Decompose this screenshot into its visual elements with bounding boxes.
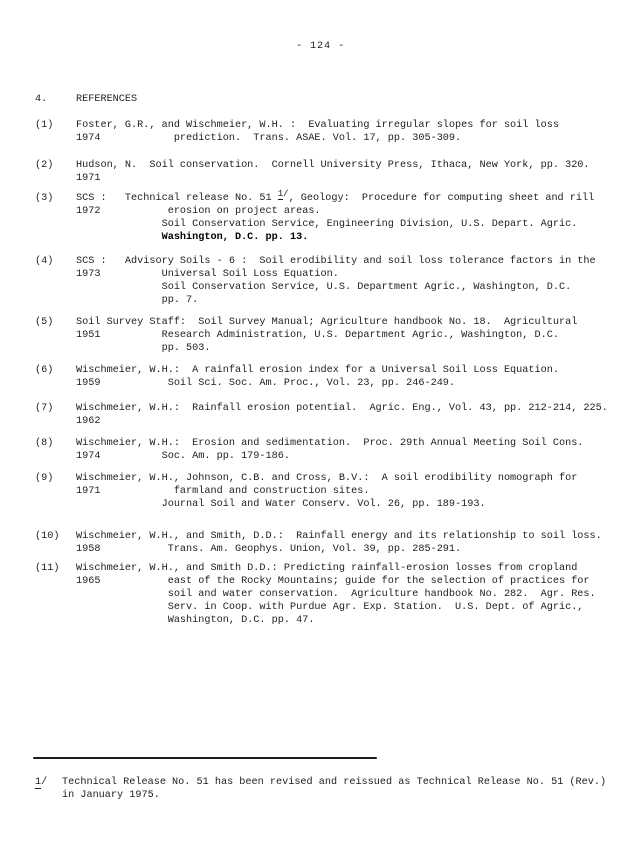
reference-line-bold: Washington, D.C. pp. 13. — [76, 232, 309, 243]
reference-item — [35, 316, 577, 355]
footnote-reference-superscript: 1/ — [277, 189, 289, 199]
reference-text: , Geology: Procedure for computing sheet and rill — [288, 193, 595, 204]
reference-line: 1972 erosion on project areas. — [76, 206, 321, 217]
reference-line: Foster, G.R., and Wischmeier, W.H. : Evaluating irregular slopes for soil loss — [76, 120, 559, 131]
reference-line: 1973 Universal Soil Loss Equation. — [76, 269, 339, 280]
reference-item — [35, 437, 583, 463]
reference-line: 1965 east of the Rocky Mountains; guide for the selection of practices for — [76, 576, 590, 587]
reference-line: 1971 — [76, 173, 101, 184]
reference-line: soil and water conservation. Agriculture handbook No. 282. Agr. Res. — [76, 589, 596, 600]
footnote — [35, 776, 606, 802]
reference-number: (5) — [35, 317, 54, 328]
section-heading — [35, 93, 137, 106]
reference-line: Washington, D.C. pp. 47. — [76, 615, 315, 626]
footnote-marker: 1/ — [35, 777, 48, 788]
reference-number: (9) — [35, 473, 54, 484]
reference-line: pp. 503. — [76, 343, 211, 354]
reference-number: (11) — [35, 563, 60, 574]
reference-line: Wischmeier, W.H.: A rainfall erosion index for a Universal Soil Loss Equation. — [76, 365, 559, 376]
reference-line: Wischmeier, W.H., and Smith D.D.: Predicting rainfall-erosion losses from cropland — [76, 563, 578, 574]
reference-line: pp. 7. — [76, 295, 199, 306]
reference-line: Journal Soil and Water Conserv. Vol. 26, pp. 189-193. — [76, 499, 486, 510]
reference-line — [76, 189, 595, 205]
reference-line: 1971 farmland and construction sites. — [76, 486, 370, 497]
reference-item — [35, 189, 595, 244]
reference-line: Wischmeier, W.H., Johnson, C.B. and Cross, B.V.: A soil erodibility nomograph for — [76, 473, 578, 484]
reference-line: Soil Conservation Service, Engineering Division, U.S. Depart. Agric. — [76, 219, 578, 230]
reference-line: Soil Conservation Service, U.S. Department Agric., Washington, D.C. — [76, 282, 572, 293]
reference-item — [35, 159, 590, 185]
reference-number: (4) — [35, 256, 54, 267]
reference-line: Soil Survey Staff: Soil Survey Manual; Agriculture handbook No. 18. Agricultural — [76, 317, 578, 328]
reference-item — [35, 255, 596, 307]
reference-line: 1959 Soil Sci. Soc. Am. Proc., Vol. 23, pp. 246-249. — [76, 378, 456, 389]
section-title: REFERENCES — [76, 94, 138, 105]
reference-number: (3) — [35, 193, 54, 204]
reference-line: Serv. in Coop. with Purdue Agr. Exp. Station. U.S. Dept. of Agric., — [76, 602, 584, 613]
reference-line: Wischmeier, W.H.: Erosion and sedimentation. Proc. 29th Annual Meeting Soil Cons. — [76, 438, 584, 449]
footnote-line: Technical Release No. 51 has been revised and reissued as Technical Release No. 51 (Rev.) — [62, 777, 607, 788]
reference-number: (2) — [35, 160, 54, 171]
reference-line: Wischmeier, W.H.: Rainfall erosion potential. Agric. Eng., Vol. 43, pp. 212-214, 225. — [76, 403, 608, 414]
reference-line: 1974 prediction. Trans. ASAE. Vol. 17, pp. 305-309. — [76, 133, 462, 144]
footnote-divider-rule — [33, 757, 377, 759]
reference-number: (1) — [35, 120, 54, 131]
footnote-line: in January 1975. — [62, 790, 160, 801]
reference-line: SCS : Advisory Soils - 6 : Soil erodibility and soil loss tolerance factors in the — [76, 256, 596, 267]
reference-line: Hudson, N. Soil conservation. Cornell University Press, Ithaca, New York, pp. 320. — [76, 160, 590, 171]
page-number: - 124 - — [296, 41, 346, 52]
reference-text: SCS : Technical release No. 51 — [76, 193, 278, 204]
reference-number: (7) — [35, 403, 54, 414]
reference-item — [35, 562, 596, 627]
section-number: 4. — [35, 94, 48, 105]
reference-item — [35, 530, 602, 556]
reference-line: Wischmeier, W.H., and Smith, D.D.: Rainfall energy and its relationship to soil loss. — [76, 531, 602, 542]
reference-item — [35, 119, 559, 145]
reference-line: 1974 Soc. Am. pp. 179-186. — [76, 451, 290, 462]
reference-item — [35, 364, 559, 390]
reference-number: (10) — [35, 531, 60, 542]
reference-line: 1951 Research Administration, U.S. Department Agric., Washington, D.C. — [76, 330, 559, 341]
reference-item — [35, 472, 577, 511]
reference-line: 1958 Trans. Am. Geophys. Union, Vol. 39, pp. 285-291. — [76, 544, 462, 555]
reference-number: (6) — [35, 365, 54, 376]
reference-number: (8) — [35, 438, 54, 449]
reference-line: 1962 — [76, 416, 101, 427]
reference-item — [35, 402, 608, 428]
